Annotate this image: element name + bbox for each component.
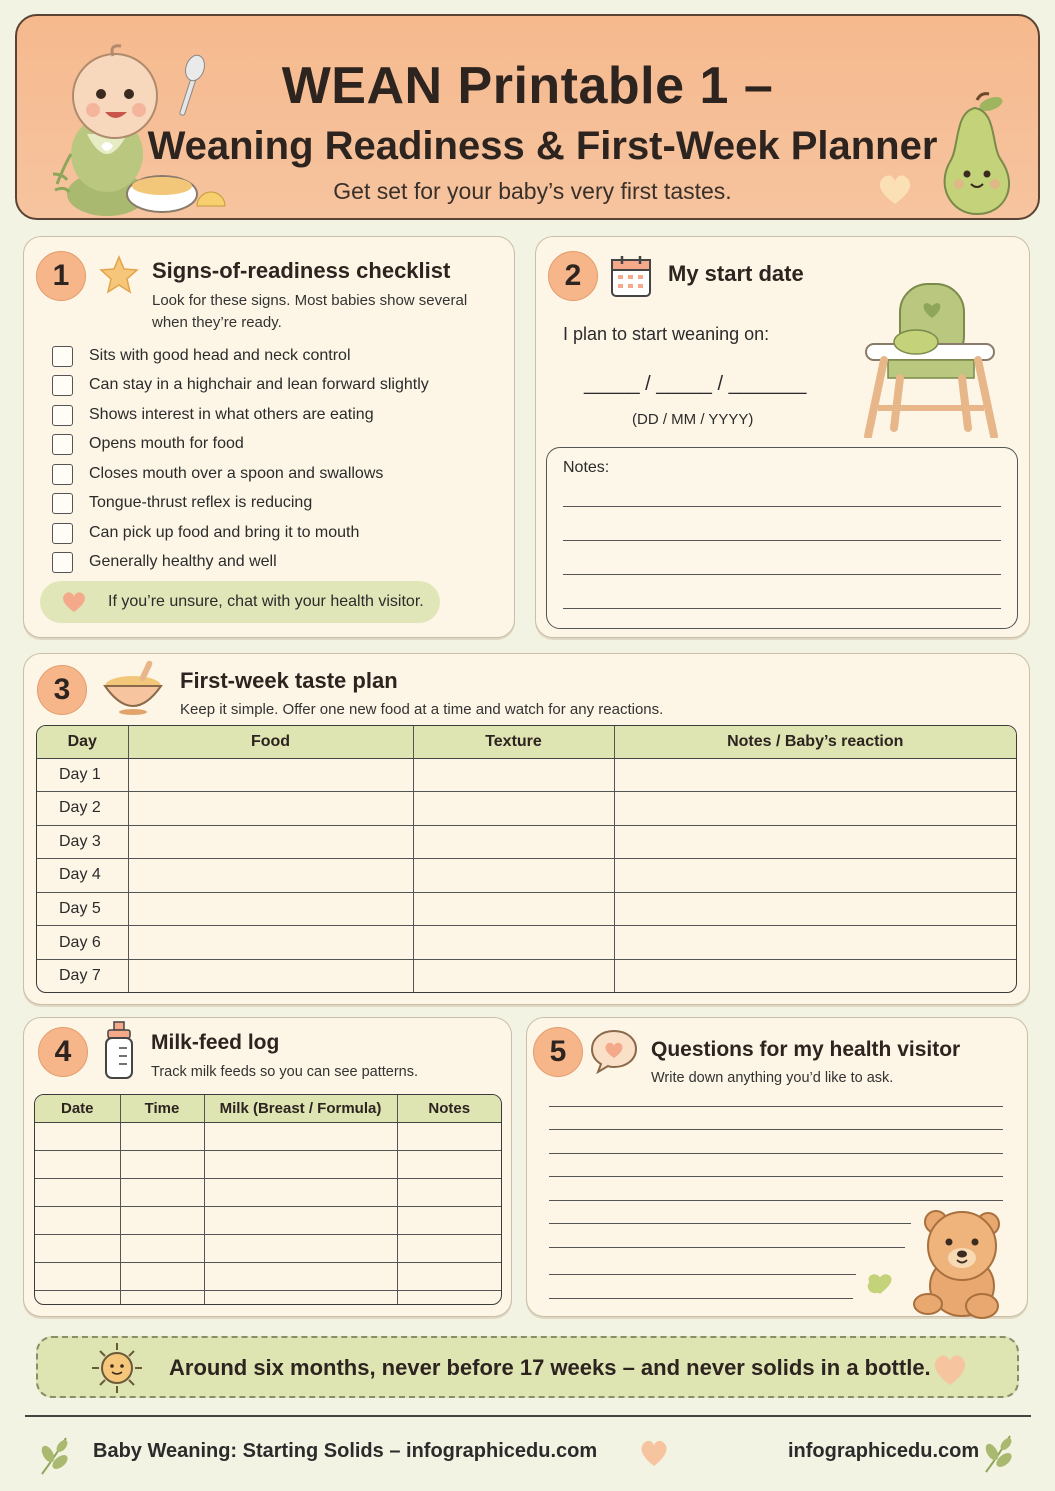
heart-icon (930, 1352, 970, 1388)
texture-cell[interactable] (413, 859, 614, 893)
notes-cell[interactable] (614, 825, 1016, 859)
section-subtitle: Keep it simple. Offer one new food at a time and watch for any reactions. (180, 701, 664, 718)
food-cell[interactable] (128, 959, 413, 992)
food-cell[interactable] (128, 926, 413, 960)
calendar-icon (610, 254, 652, 298)
column-header: Notes / Baby’s reaction (614, 726, 1016, 758)
start-date-prompt: I plan to start weaning on: (563, 324, 770, 344)
sun-icon (86, 1341, 148, 1395)
checklist-item[interactable]: Can stay in a highchair and lean forward slightly (52, 374, 429, 396)
texture-cell[interactable] (413, 959, 614, 992)
key-message-banner (36, 1336, 1019, 1398)
food-bowl-icon (101, 656, 167, 718)
baby-eating-illustration (47, 34, 227, 224)
section-title: Signs-of-readiness checklist (152, 258, 451, 283)
page-subtitle: Get set for your baby’s very first tastes. (333, 178, 732, 204)
notes-cell[interactable] (614, 758, 1016, 792)
leaf-sprig-icon (36, 1434, 74, 1478)
highchair-illustration (860, 278, 1000, 438)
table-row (37, 959, 1016, 992)
checkbox[interactable] (52, 346, 73, 367)
table-row (37, 825, 1016, 859)
date-format-hint: (DD / MM / YYYY) (632, 411, 754, 428)
tip-text: If you’re unsure, chat with your health visitor. (108, 593, 424, 610)
taste-plan-table (36, 725, 1017, 993)
table-row (37, 926, 1016, 960)
texture-cell[interactable] (413, 926, 614, 960)
notes-cell[interactable] (614, 959, 1016, 992)
day-cell: Day 2 (37, 792, 128, 826)
question-line (549, 1176, 1003, 1177)
column-header: Food (128, 726, 413, 758)
question-line (549, 1247, 905, 1248)
section-subtitle: Track milk feeds so you can see patterns. (151, 1064, 419, 1080)
footer-website: infographicedu.com (788, 1440, 980, 1462)
table-row (35, 1178, 501, 1206)
notes-cell[interactable] (614, 792, 1016, 826)
section-title: My start date (668, 261, 804, 286)
section-number-badge: 5 (533, 1027, 583, 1077)
notes-box[interactable] (546, 447, 1018, 629)
checklist-item[interactable]: Generally healthy and well (52, 551, 277, 573)
column-header: Day (37, 726, 128, 758)
notes-cell[interactable] (614, 859, 1016, 893)
texture-cell[interactable] (413, 758, 614, 792)
pear-illustration (925, 90, 1025, 220)
checkbox[interactable] (52, 434, 73, 455)
teddy-bear-illustration (864, 1208, 1008, 1320)
column-header: Milk (Breast / Formula) (204, 1095, 397, 1122)
food-cell[interactable] (128, 758, 413, 792)
notes-label: Notes: (563, 459, 610, 476)
heart-icon (60, 590, 88, 614)
question-line (549, 1200, 1003, 1201)
table-row (37, 792, 1016, 826)
checklist-item[interactable]: Closes mouth over a spoon and swallows (52, 463, 383, 485)
checklist-item[interactable]: Shows interest in what others are eating (52, 404, 374, 426)
table-row (35, 1234, 501, 1262)
question-line (549, 1298, 853, 1299)
checkbox[interactable] (52, 552, 73, 573)
food-cell[interactable] (128, 825, 413, 859)
texture-cell[interactable] (413, 892, 614, 926)
checkbox[interactable] (52, 405, 73, 426)
checklist-item[interactable]: Sits with good head and neck control (52, 345, 351, 367)
day-cell: Day 1 (37, 758, 128, 792)
heart-icon (638, 1438, 670, 1468)
column-header: Notes (397, 1095, 501, 1122)
day-cell: Day 3 (37, 825, 128, 859)
page-title: WEAN Printable 1 – (281, 57, 774, 115)
notes-cell[interactable] (614, 892, 1016, 926)
checkbox[interactable] (52, 523, 73, 544)
key-message-text: Around six months, never before 17 weeks – and never solids in a bottle. (169, 1355, 931, 1380)
checklist-item[interactable]: Tongue-thrust reflex is reducing (52, 492, 312, 514)
checklist-item[interactable]: Can pick up food and bring it to mouth (52, 522, 359, 544)
leaf-sprig-icon (980, 1432, 1018, 1476)
section-number-badge: 1 (36, 251, 86, 301)
notes-line (563, 574, 1001, 575)
table-row (35, 1290, 501, 1304)
footer-source: Baby Weaning: Starting Solids – infographicedu.com (93, 1440, 598, 1462)
table-row (35, 1262, 501, 1290)
table-row (37, 892, 1016, 926)
day-cell: Day 7 (37, 959, 128, 992)
question-line (549, 1153, 1003, 1154)
section-title: First-week taste plan (180, 668, 398, 693)
section-number-badge: 3 (37, 665, 87, 715)
page-header (15, 14, 1040, 220)
table-row (35, 1150, 501, 1178)
column-header: Texture (413, 726, 614, 758)
date-input-blank[interactable]: _____ / _____ / _______ (584, 373, 807, 395)
notes-cell[interactable] (614, 926, 1016, 960)
question-line (549, 1106, 1003, 1107)
question-line (549, 1223, 911, 1224)
section-number-badge: 4 (38, 1027, 88, 1077)
star-icon (99, 254, 139, 294)
checklist-item[interactable]: Opens mouth for food (52, 433, 244, 455)
day-cell: Day 6 (37, 926, 128, 960)
section-subtitle: Look for these signs. Most babies show several when they’re ready. (152, 292, 468, 331)
checkbox[interactable] (52, 493, 73, 514)
question-line (549, 1129, 1003, 1130)
food-cell[interactable] (128, 792, 413, 826)
column-header: Time (120, 1095, 204, 1122)
question-line (549, 1274, 856, 1275)
speech-bubble-heart-icon (589, 1028, 639, 1074)
day-cell: Day 5 (37, 892, 128, 926)
notes-line (563, 540, 1001, 541)
food-cell[interactable] (128, 892, 413, 926)
footer-divider (25, 1415, 1031, 1417)
milk-feed-table (34, 1094, 502, 1305)
baby-bottle-icon (101, 1020, 137, 1082)
page-title-line-2: Weaning Readiness & First-Week Planner (147, 124, 938, 168)
section-subtitle: Write down anything you’d like to ask. (651, 1070, 894, 1086)
notes-line (563, 608, 1001, 609)
texture-cell[interactable] (413, 792, 614, 826)
table-row (37, 758, 1016, 792)
heart-icon (875, 172, 915, 208)
checkbox[interactable] (52, 375, 73, 396)
section-title: Questions for my health visitor (651, 1038, 961, 1061)
table-row (35, 1122, 501, 1150)
table-row (37, 859, 1016, 893)
texture-cell[interactable] (413, 825, 614, 859)
column-header: Date (35, 1095, 120, 1122)
section-title: Milk-feed log (151, 1031, 280, 1054)
day-cell: Day 4 (37, 859, 128, 893)
food-cell[interactable] (128, 859, 413, 893)
checkbox[interactable] (52, 464, 73, 485)
notes-line (563, 506, 1001, 507)
table-row (35, 1206, 501, 1234)
tip-pill (40, 581, 440, 623)
section-number-badge: 2 (548, 251, 598, 301)
